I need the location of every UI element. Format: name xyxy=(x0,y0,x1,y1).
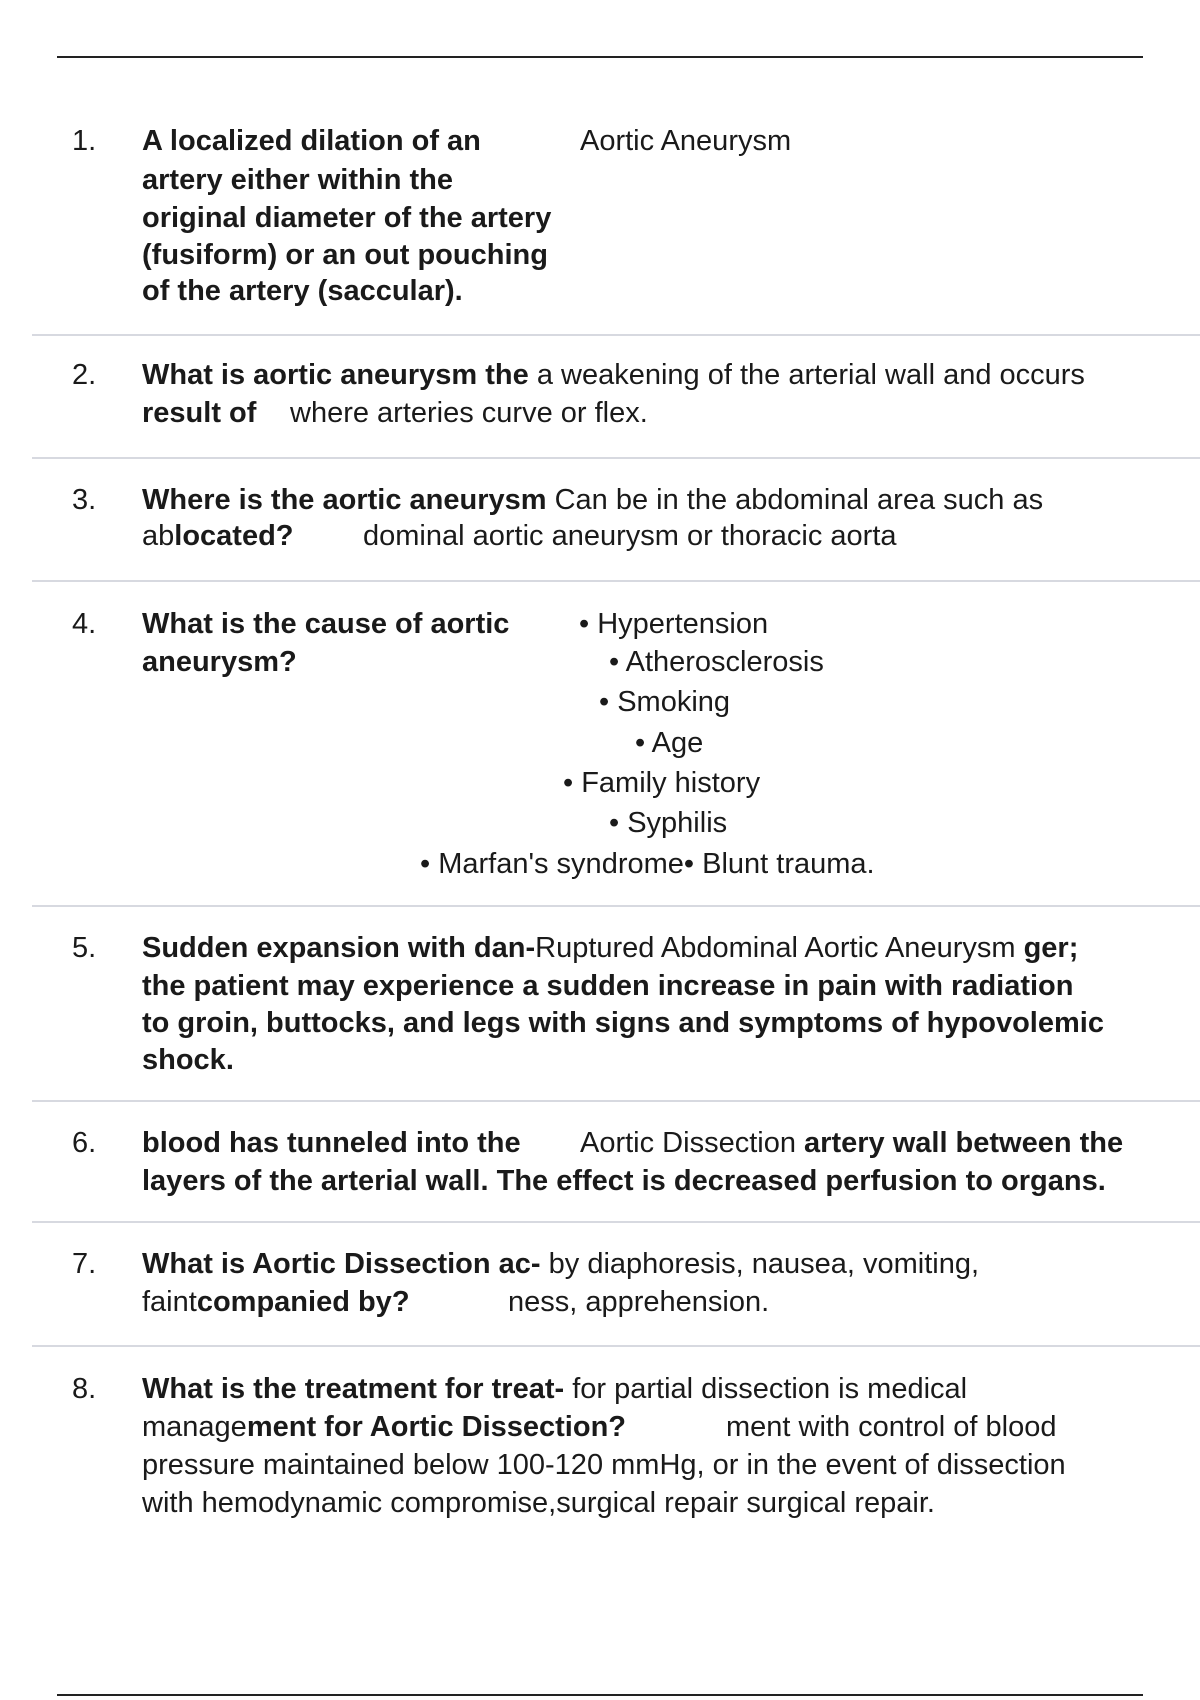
term-text: located? xyxy=(174,520,294,552)
card-divider xyxy=(32,457,1200,459)
definition-text: ness, apprehension. xyxy=(508,1286,770,1318)
definition-text: with hemodynamic compromise,surgical repair surgical repair. xyxy=(142,1487,935,1519)
cause-item: • Hypertension xyxy=(579,608,769,640)
definition-text: for partial dissection is medical xyxy=(564,1373,968,1405)
card-number: 1. xyxy=(72,125,97,157)
cause-item: • Age xyxy=(635,727,704,759)
term-text: What is aortic aneurysm the xyxy=(142,359,529,391)
term-text: ment for Aortic Dissection? xyxy=(246,1411,627,1443)
card-divider xyxy=(32,1345,1200,1347)
definition-text: ab xyxy=(142,520,175,552)
term-text: ger; xyxy=(1015,932,1079,964)
definition-text: Can be in the abdominal area such as xyxy=(546,484,1044,516)
card-divider xyxy=(32,1100,1200,1102)
term-text: result of xyxy=(142,397,257,429)
definition-text: Ruptured Abdominal Aortic Aneurysm xyxy=(535,932,1016,964)
term-line: (fusiform) or an out pouching xyxy=(142,239,548,271)
definition-text: pressure maintained below 100-120 mmHg, or in the event of dissection xyxy=(142,1449,1066,1481)
term-text: layers of the arterial wall. The effect is decreased perfusion to organs. xyxy=(142,1165,1106,1197)
term-text: What is the treatment for treat- xyxy=(142,1373,565,1405)
card-line-1 xyxy=(142,356,1085,394)
definition-text: a weakening of the arterial wall and occurs xyxy=(528,359,1085,391)
card-line-2 xyxy=(142,1283,410,1321)
card-number: 5. xyxy=(72,932,97,964)
card-number: 7. xyxy=(72,1248,97,1280)
term-line: original diameter of the artery xyxy=(142,202,552,234)
term-line: shock. xyxy=(142,1044,234,1076)
term-text: Sudden expansion with dan- xyxy=(142,932,536,964)
card-number: 6. xyxy=(72,1127,97,1159)
definition-text: manage xyxy=(142,1411,247,1443)
card-line-2 xyxy=(142,1408,626,1446)
cause-item: • Smoking xyxy=(599,686,731,718)
bottom-rule xyxy=(57,1694,1143,1696)
card-line-1 xyxy=(142,1370,967,1408)
term-text: What is Aortic Dissection ac- xyxy=(142,1248,541,1280)
cause-item: • Atherosclerosis xyxy=(609,646,824,678)
card-number: 8. xyxy=(72,1373,97,1405)
definition-text: faint xyxy=(142,1286,197,1318)
term-line: to groin, buttocks, and legs with signs and symptoms of hypovolemic xyxy=(142,1007,1104,1039)
definition-text: ment with control of blood xyxy=(726,1411,1057,1443)
term-line: aneurysm? xyxy=(142,646,297,678)
card-number: 4. xyxy=(72,608,97,640)
term-text: artery wall between the xyxy=(795,1127,1124,1159)
card-divider xyxy=(32,1221,1200,1223)
term-text: companied by? xyxy=(196,1286,410,1318)
card-line-1 xyxy=(142,481,1043,519)
definition-text: Aortic Dissection xyxy=(580,1127,796,1159)
card-divider xyxy=(32,334,1200,336)
definition: Aortic Aneurysm xyxy=(580,125,792,157)
cause-item: • Marfan's syndrome• Blunt trauma. xyxy=(420,848,875,880)
term-text: Where is the aortic aneurysm xyxy=(142,484,547,516)
term-line: A localized dilation of an xyxy=(142,125,481,157)
card-line-1-right xyxy=(580,1124,1123,1162)
definition-text: dominal aortic aneurysm or thoracic aorta xyxy=(363,520,897,552)
card-line-2 xyxy=(142,517,294,555)
term-line: What is the cause of aortic xyxy=(142,608,510,640)
top-rule xyxy=(57,56,1143,58)
definition-text: by diaphoresis, nausea, vomiting, xyxy=(540,1248,980,1280)
term-line: artery either within the xyxy=(142,164,454,196)
card-number: 3. xyxy=(72,484,97,516)
term-line: the patient may experience a sudden increase in pain with radiation xyxy=(142,970,1074,1002)
card-divider xyxy=(32,580,1200,582)
term-text: blood has tunneled into the xyxy=(142,1127,521,1159)
definition-text: where arteries curve or flex. xyxy=(290,397,648,429)
cause-item: • Family history xyxy=(563,767,761,799)
card-line-1 xyxy=(142,1245,979,1283)
card-number: 2. xyxy=(72,359,97,391)
term-line: of the artery (saccular). xyxy=(142,275,463,307)
card-divider xyxy=(32,905,1200,907)
cause-item: • Syphilis xyxy=(609,807,728,839)
card-line-1 xyxy=(142,929,1078,967)
